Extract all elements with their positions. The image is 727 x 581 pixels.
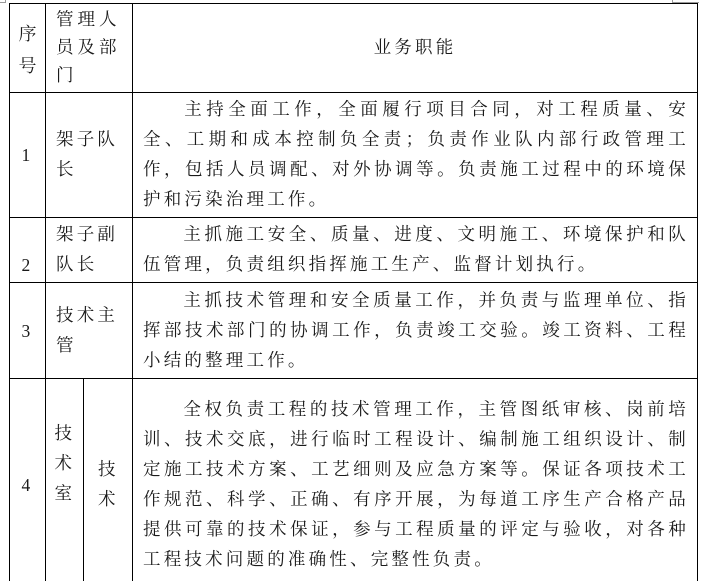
row-duty: 主抓技术管理和安全质量工作，并负责与监理单位、指挥部技术部门的协调工作，负责竣工交验。竣工资料、工程小结的整理工作。 [133,283,698,379]
table-row [10,93,698,218]
corner-crop-mark-top-left [0,0,6,3]
header-sequence-number: 序号 [10,4,46,93]
row-number: 2 [10,218,46,283]
row-number: 1 [10,93,46,218]
table-row [10,283,698,379]
row-duty: 主抓施工安全、质量、进度、文明施工、环境保护和队伍管理，负责组织指挥施工生产、监督计划执行。 [133,218,698,283]
table-header-row [10,4,698,93]
row-number: 4 [10,379,46,581]
duty-responsibility-table [9,3,698,581]
table-row [10,379,698,581]
table-row [10,218,698,283]
header-role-department: 管理人员及部门 [46,4,133,93]
row-department: 技术室 [46,379,84,581]
row-role: 架子副队长 [46,218,133,283]
row-role: 技术 [84,379,133,581]
row-number: 3 [10,283,46,379]
row-role: 架子队长 [46,93,133,218]
row-duty: 主持全面工作，全面履行项目合同，对工程质量、安全、工期和成本控制负全责；负责作业队内部行政管理工作，包括人员调配、对外协调等。负责施工过程中的环境保护和污染治理工作。 [133,93,698,218]
row-role: 技术主管 [46,283,133,379]
row-duty: 全权负责工程的技术管理工作，主管图纸审核、岗前培训、技术交底，进行临时工程设计、编制施工组织设计、制定施工技术方案、工艺细则及应急方案等。保证各项技术工作规范、科学、正确、有序开展，为每道工序生产合格产品提供可靠的技术保证，参与工程质量的评定与验收，对各种工程技术问题的准确性、完整性负责。 [133,379,698,581]
header-business-function: 业务职能 [133,4,698,93]
